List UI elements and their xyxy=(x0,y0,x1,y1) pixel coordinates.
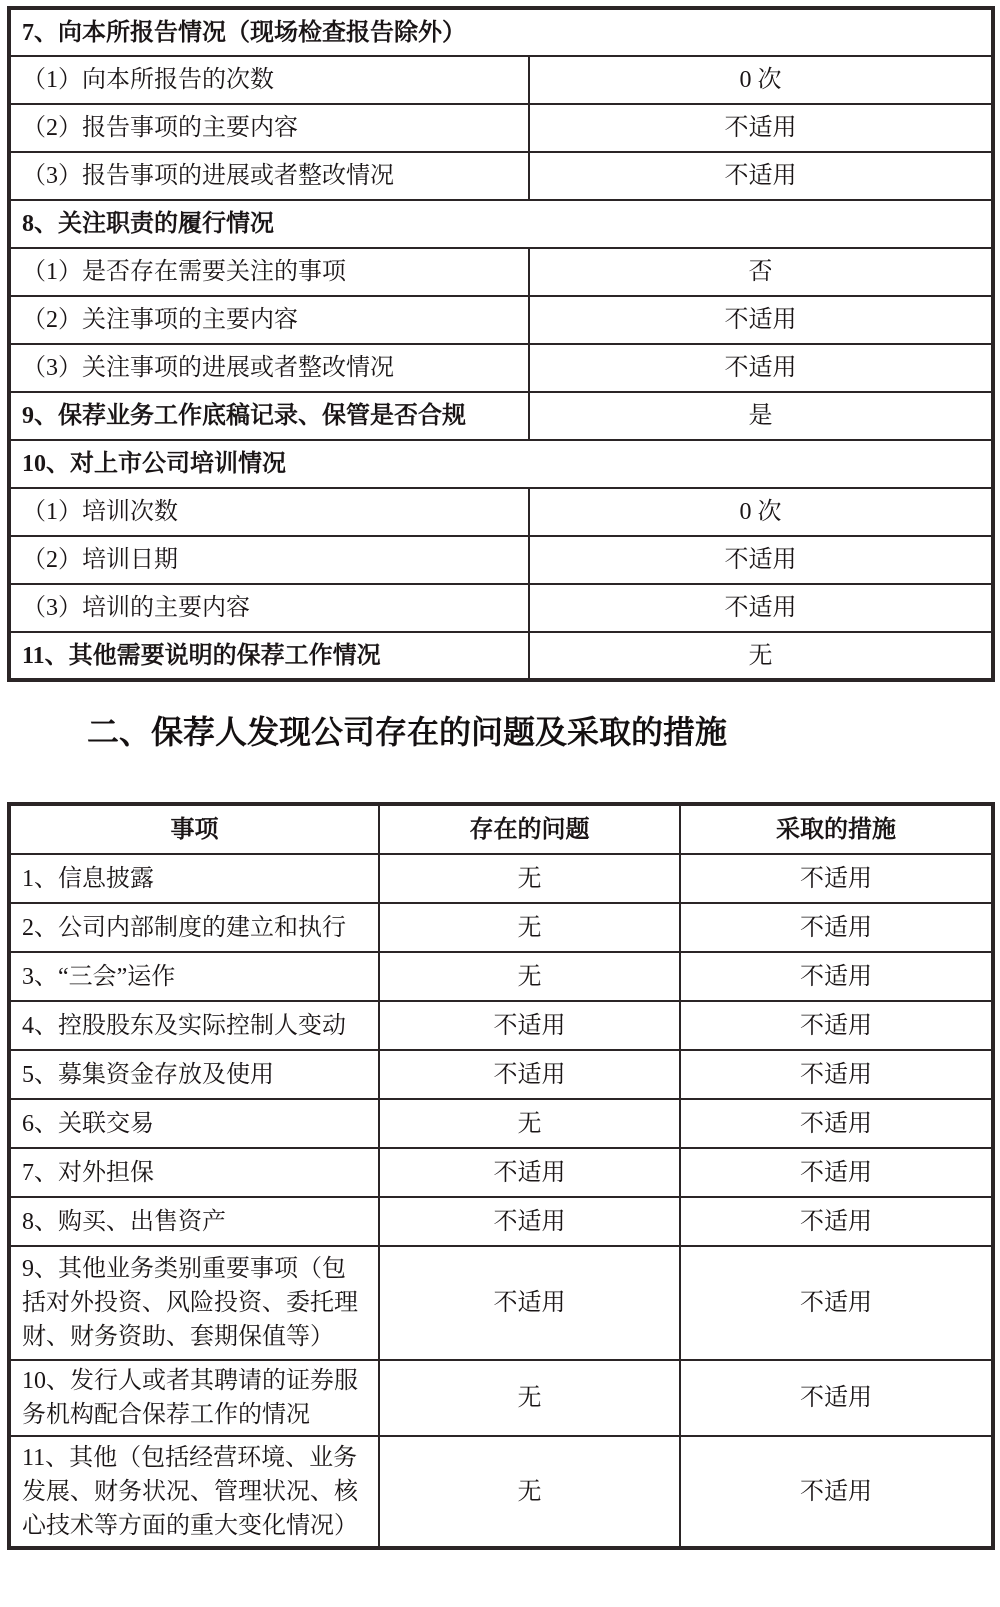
measure-cell: 不适用 xyxy=(680,1001,993,1050)
item-cell: 10、发行人或者其聘请的证券服务机构配合保荐工作的情况 xyxy=(9,1360,379,1436)
table-row xyxy=(9,1246,993,1360)
table-row xyxy=(9,854,993,903)
problem-cell: 不适用 xyxy=(379,1148,680,1197)
problem-cell: 不适用 xyxy=(379,1050,680,1099)
problem-cell: 不适用 xyxy=(379,1246,680,1360)
row-label: （2）关注事项的主要内容 xyxy=(9,296,529,344)
row-label: （3）关注事项的进展或者整改情况 xyxy=(9,344,529,392)
measure-cell: 不适用 xyxy=(680,1050,993,1099)
row-value: 是 xyxy=(529,392,993,440)
item-cell: 11、其他（包括经营环境、业务发展、财务状况、管理状况、核心技术等方面的重大变化情况） xyxy=(9,1436,379,1548)
table-row xyxy=(9,1148,993,1197)
table-header-row xyxy=(9,804,993,854)
problem-cell: 无 xyxy=(379,903,680,952)
row-value: 否 xyxy=(529,248,993,296)
measure-cell: 不适用 xyxy=(680,1148,993,1197)
measure-cell: 不适用 xyxy=(680,854,993,903)
row-label: （2）报告事项的主要内容 xyxy=(9,104,529,152)
row-label: 7、向本所报告情况（现场检查报告除外） xyxy=(9,8,993,56)
row-label: （3）报告事项的进展或者整改情况 xyxy=(9,152,529,200)
table-row xyxy=(9,903,993,952)
table-row xyxy=(9,1001,993,1050)
item-cell: 1、信息披露 xyxy=(9,854,379,903)
row-label: 9、保荐业务工作底稿记录、保管是否合规 xyxy=(9,392,529,440)
problem-cell: 无 xyxy=(379,1360,680,1436)
item-cell: 5、募集资金存放及使用 xyxy=(9,1050,379,1099)
problem-cell: 无 xyxy=(379,1099,680,1148)
problem-cell: 不适用 xyxy=(379,1197,680,1246)
row-value: 0 次 xyxy=(529,56,993,104)
row-label: （3）培训的主要内容 xyxy=(9,584,529,632)
table-row xyxy=(9,248,993,296)
row-value: 不适用 xyxy=(529,152,993,200)
problem-cell: 无 xyxy=(379,854,680,903)
measure-cell: 不适用 xyxy=(680,1246,993,1360)
row-label: （2）培训日期 xyxy=(9,536,529,584)
table-row xyxy=(9,1197,993,1246)
row-label: （1）培训次数 xyxy=(9,488,529,536)
table-row xyxy=(9,296,993,344)
table-row xyxy=(9,952,993,1001)
table-row xyxy=(9,1099,993,1148)
column-header-problem: 存在的问题 xyxy=(379,804,680,854)
table-row xyxy=(9,1436,993,1548)
table-row xyxy=(9,200,993,248)
item-cell: 7、对外担保 xyxy=(9,1148,379,1197)
table-row xyxy=(9,536,993,584)
table-row xyxy=(9,632,993,680)
measure-cell: 不适用 xyxy=(680,1197,993,1246)
row-label: 11、其他需要说明的保荐工作情况 xyxy=(9,632,529,680)
section-heading: 二、保荐人发现公司存在的问题及采取的措施 xyxy=(87,714,728,750)
measure-cell: 不适用 xyxy=(680,1360,993,1436)
table-row xyxy=(9,152,993,200)
row-value: 0 次 xyxy=(529,488,993,536)
column-header-measure: 采取的措施 xyxy=(680,804,993,854)
item-cell: 3、“三会”运作 xyxy=(9,952,379,1001)
table-row xyxy=(9,104,993,152)
item-cell: 6、关联交易 xyxy=(9,1099,379,1148)
row-value: 不适用 xyxy=(529,584,993,632)
item-cell: 8、购买、出售资产 xyxy=(9,1197,379,1246)
measure-cell: 不适用 xyxy=(680,903,993,952)
measure-cell: 不适用 xyxy=(680,1099,993,1148)
row-value: 不适用 xyxy=(529,536,993,584)
item-cell: 4、控股股东及实际控制人变动 xyxy=(9,1001,379,1050)
sponsorship-report-table xyxy=(7,6,995,682)
issues-measures-table xyxy=(7,802,995,1550)
item-cell: 2、公司内部制度的建立和执行 xyxy=(9,903,379,952)
row-label: （1）向本所报告的次数 xyxy=(9,56,529,104)
row-value: 不适用 xyxy=(529,104,993,152)
table-row xyxy=(9,8,993,56)
table-row xyxy=(9,56,993,104)
column-header-item: 事项 xyxy=(9,804,379,854)
item-cell: 9、其他业务类别重要事项（包括对外投资、风险投资、委托理财、财务资助、套期保值等） xyxy=(9,1246,379,1360)
problem-cell: 无 xyxy=(379,1436,680,1548)
table-row xyxy=(9,488,993,536)
table-row xyxy=(9,344,993,392)
measure-cell: 不适用 xyxy=(680,1436,993,1548)
row-value: 不适用 xyxy=(529,344,993,392)
problem-cell: 不适用 xyxy=(379,1001,680,1050)
row-label: 8、关注职责的履行情况 xyxy=(9,200,993,248)
table-row xyxy=(9,1050,993,1099)
table-row xyxy=(9,440,993,488)
row-value: 不适用 xyxy=(529,296,993,344)
row-value: 无 xyxy=(529,632,993,680)
table-row xyxy=(9,392,993,440)
table-row xyxy=(9,584,993,632)
row-label: （1）是否存在需要关注的事项 xyxy=(9,248,529,296)
row-label: 10、对上市公司培训情况 xyxy=(9,440,993,488)
measure-cell: 不适用 xyxy=(680,952,993,1001)
problem-cell: 无 xyxy=(379,952,680,1001)
table-row xyxy=(9,1360,993,1436)
